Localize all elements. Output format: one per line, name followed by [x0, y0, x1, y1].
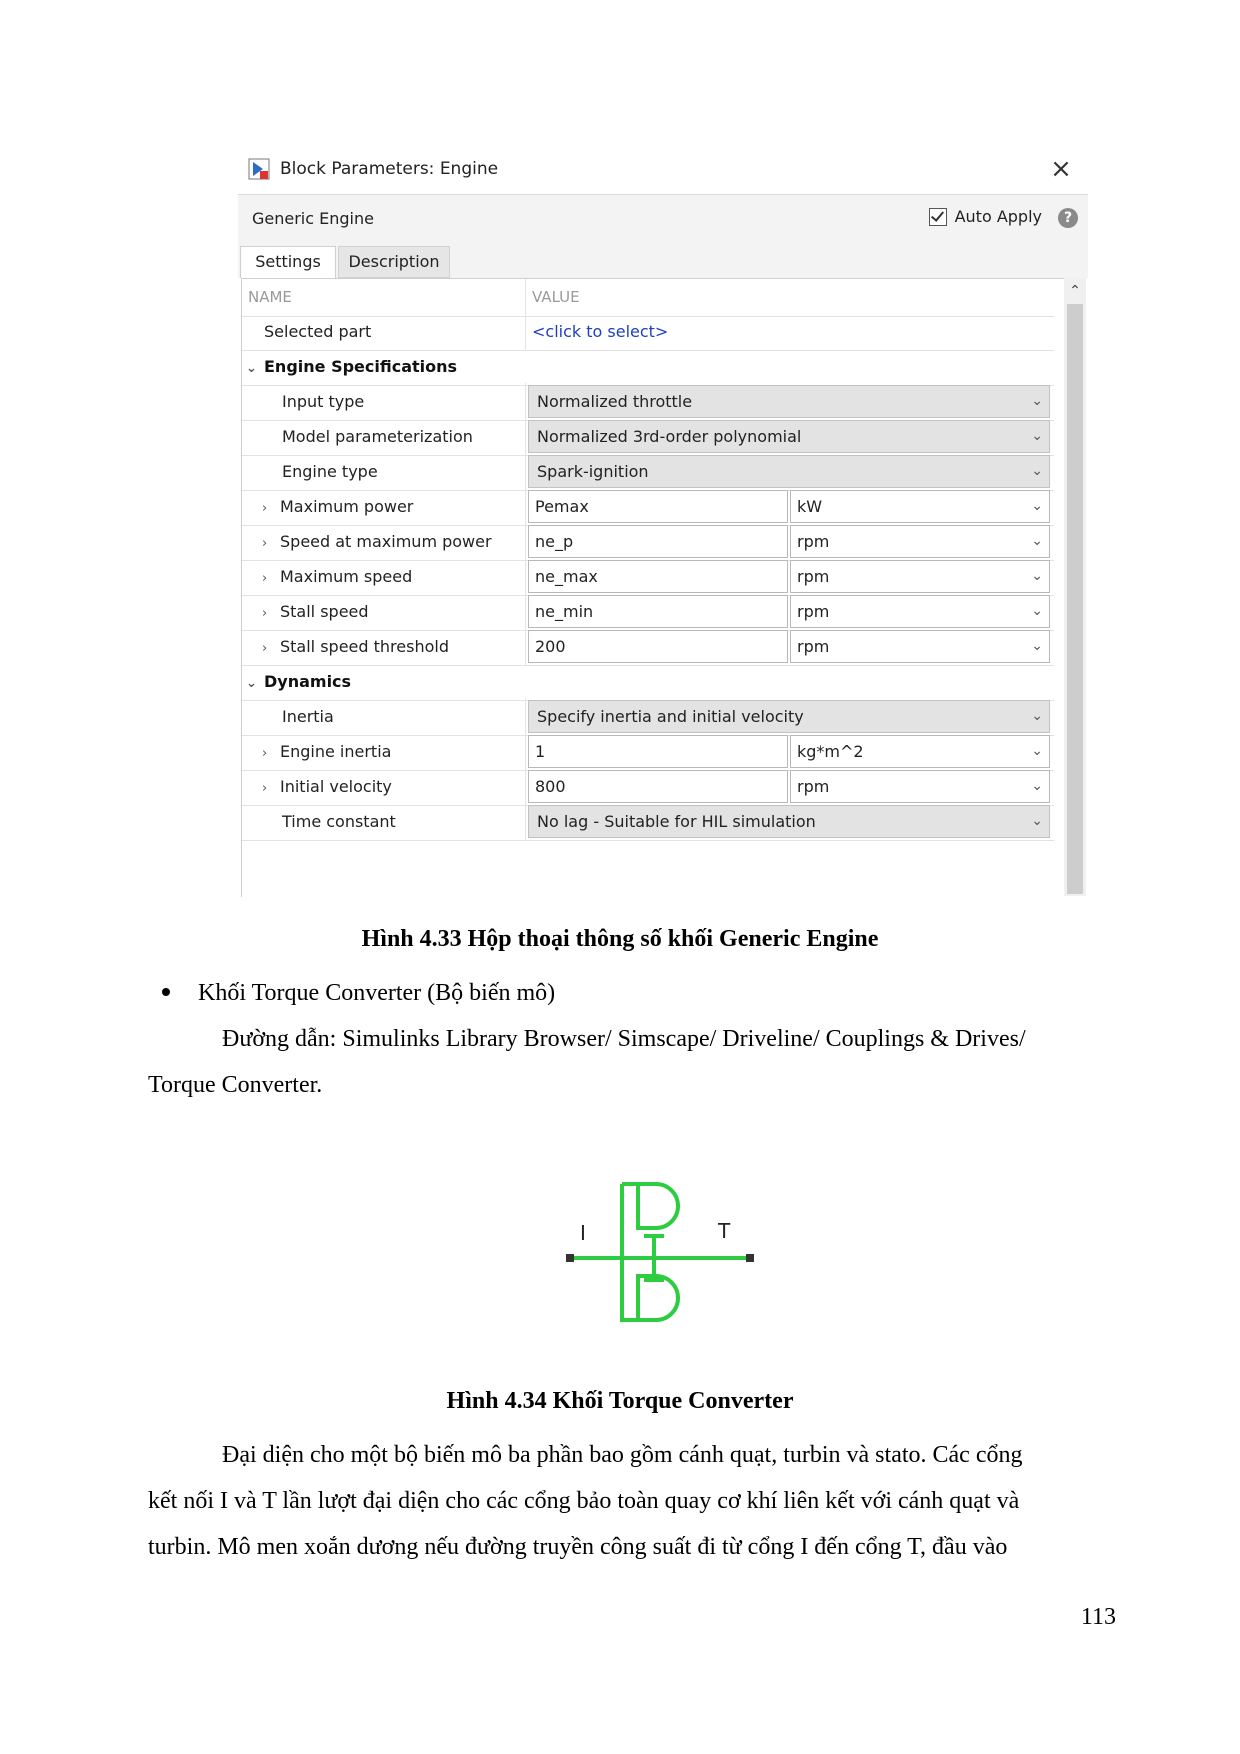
row-maximum-power: [242, 488, 1054, 526]
block-parameters-dialog: [238, 146, 1088, 894]
chevron-right-icon[interactable]: ›: [262, 571, 268, 586]
param-label: Time constant: [242, 803, 526, 841]
row-stall-speed-threshold: [242, 628, 1054, 666]
stall-speed-input[interactable]: ne_min: [528, 595, 788, 628]
chevron-up-icon[interactable]: ⌃: [1069, 283, 1081, 299]
chevron-right-icon[interactable]: ›: [262, 746, 268, 761]
inertia-dropdown[interactable]: Specify inertia and initial velocity ⌄: [528, 700, 1050, 733]
param-label: Input type: [242, 383, 526, 421]
paragraph-line-1: Đại diện cho một bộ biến mô ba phần bao gồm cánh quạt, turbin và stato. Các cổng: [222, 1442, 1023, 1468]
maximum-power-input[interactable]: Pemax: [528, 490, 788, 523]
chevron-down-icon: ⌄: [1031, 708, 1043, 724]
parameter-grid: [241, 278, 1064, 897]
initial-velocity-unit-select[interactable]: rpm ⌄: [790, 770, 1050, 803]
paragraph-line-2: kết nối I và T lần lượt đại diện cho các cổng bảo toàn quay cơ khí liên kết với cánh quạt và: [148, 1488, 1020, 1514]
initial-velocity-input[interactable]: 800: [528, 770, 788, 803]
stall-speed-threshold-input[interactable]: 200: [528, 630, 788, 663]
param-label: Inertia: [242, 698, 526, 736]
param-label: Stall speed: [280, 602, 369, 621]
chevron-right-icon[interactable]: ›: [262, 781, 268, 796]
figure-caption-4-33: Hình 4.33 Hộp thoại thông số khối Generic Engine: [361, 926, 879, 952]
chevron-down-icon: ⌄: [1031, 533, 1043, 549]
port-label-i: I: [580, 1221, 586, 1245]
auto-apply-toggle[interactable]: [929, 207, 1042, 226]
row-input-type: [242, 383, 1054, 421]
param-label: Maximum power: [280, 497, 414, 516]
maximum-power-unit-select[interactable]: kW ⌄: [790, 490, 1050, 523]
help-icon[interactable]: ?: [1058, 208, 1078, 228]
row-time-constant: [242, 803, 1054, 841]
section-engine-specifications[interactable]: [242, 348, 1054, 386]
param-label: Model parameterization: [242, 418, 526, 456]
row-engine-inertia: [242, 733, 1054, 771]
chevron-down-icon: ⌄: [1031, 428, 1043, 444]
chevron-down-icon: ⌄: [1031, 568, 1043, 584]
chevron-right-icon[interactable]: ›: [262, 501, 268, 516]
param-label: Speed at maximum power: [280, 532, 492, 551]
title-bar: [238, 146, 1088, 194]
model-parameterization-dropdown[interactable]: Normalized 3rd-order polynomial ⌄: [528, 420, 1050, 453]
row-model-parameterization: [242, 418, 1054, 456]
row-stall-speed: [242, 593, 1054, 631]
grid-header: [242, 279, 1054, 317]
engine-type-dropdown[interactable]: Spark-ignition ⌄: [528, 455, 1050, 488]
dialog-title: Block Parameters: Engine: [280, 159, 499, 179]
port-label-t: T: [718, 1219, 731, 1243]
auto-apply-label: Auto Apply: [954, 207, 1042, 226]
param-label: Selected part: [242, 313, 526, 351]
row-selected-part: [242, 313, 1054, 351]
page-number: 113: [1080, 1604, 1116, 1630]
stall-speed-threshold-unit-select[interactable]: rpm ⌄: [790, 630, 1050, 663]
chevron-right-icon[interactable]: ›: [262, 536, 268, 551]
chevron-down-icon: ⌄: [1031, 743, 1043, 759]
row-initial-velocity: [242, 768, 1054, 806]
simulink-app-icon: [248, 158, 270, 180]
param-label: Stall speed threshold: [280, 637, 449, 656]
vertical-scrollbar[interactable]: [1064, 278, 1086, 896]
row-inertia: [242, 698, 1054, 736]
scroll-thumb[interactable]: [1067, 304, 1083, 894]
param-label: Initial velocity: [280, 777, 392, 796]
chevron-down-icon: ⌄: [1031, 393, 1043, 409]
row-maximum-speed: [242, 558, 1054, 596]
engine-inertia-unit-select[interactable]: kg*m^2 ⌄: [790, 735, 1050, 768]
paragraph-line-3: turbin. Mô men xoắn dương nếu đường truyền công suất đi từ cổng I đến cổng T, đầu vào: [148, 1534, 1008, 1560]
column-header-value: VALUE: [532, 288, 580, 306]
speed-at-maximum-power-input[interactable]: ne_p: [528, 525, 788, 558]
stall-speed-unit-select[interactable]: rpm ⌄: [790, 595, 1050, 628]
block-toolbar: [238, 194, 1088, 244]
row-engine-type: [242, 453, 1054, 491]
chevron-down-icon: ⌄: [246, 676, 257, 691]
tab-settings[interactable]: Settings: [240, 246, 336, 278]
chevron-right-icon[interactable]: ›: [262, 641, 268, 656]
speed-at-maximum-power-unit-select[interactable]: rpm ⌄: [790, 525, 1050, 558]
chevron-down-icon: ⌄: [1031, 603, 1043, 619]
section-dynamics[interactable]: [242, 663, 1054, 701]
bullet-dot: [162, 988, 170, 996]
time-constant-dropdown[interactable]: No lag - Suitable for HIL simulation ⌄: [528, 805, 1050, 838]
maximum-speed-unit-select[interactable]: rpm ⌄: [790, 560, 1050, 593]
tab-bar: [238, 242, 1088, 278]
chevron-right-icon[interactable]: ›: [262, 606, 268, 621]
block-name: Generic Engine: [252, 209, 374, 228]
click-to-select-link[interactable]: <click to select>: [532, 322, 669, 341]
row-speed-at-maximum-power: [242, 523, 1054, 561]
param-label: Engine inertia: [280, 742, 392, 761]
torque-converter-block-icon: [560, 1172, 760, 1332]
chevron-down-icon: ⌄: [246, 361, 257, 376]
chevron-down-icon: ⌄: [1031, 498, 1043, 514]
input-type-dropdown[interactable]: Normalized throttle ⌄: [528, 385, 1050, 418]
figure-caption-4-34: Hình 4.34 Khối Torque Converter: [446, 1388, 794, 1414]
maximum-speed-input[interactable]: ne_max: [528, 560, 788, 593]
tab-description[interactable]: Description: [338, 246, 450, 278]
auto-apply-checkbox[interactable]: [929, 208, 947, 226]
chevron-down-icon: ⌄: [1031, 778, 1043, 794]
bullet-item: Khối Torque Converter (Bộ biến mô): [198, 980, 556, 1006]
column-header-name: NAME: [242, 279, 526, 317]
param-label: Engine type: [242, 453, 526, 491]
chevron-down-icon: ⌄: [1031, 813, 1043, 829]
param-label: Maximum speed: [280, 567, 413, 586]
engine-inertia-input[interactable]: 1: [528, 735, 788, 768]
chevron-down-icon: ⌄: [1031, 463, 1043, 479]
close-button[interactable]: ×: [1050, 154, 1072, 184]
path-line-1: Đường dẫn: Simulinks Library Browser/ Simscape/ Driveline/ Couplings & Drives/: [222, 1026, 1026, 1052]
path-line-2: Torque Converter.: [148, 1072, 323, 1098]
chevron-down-icon: ⌄: [1031, 638, 1043, 654]
section-title: Engine Specifications: [264, 357, 458, 376]
section-title: Dynamics: [264, 672, 352, 691]
